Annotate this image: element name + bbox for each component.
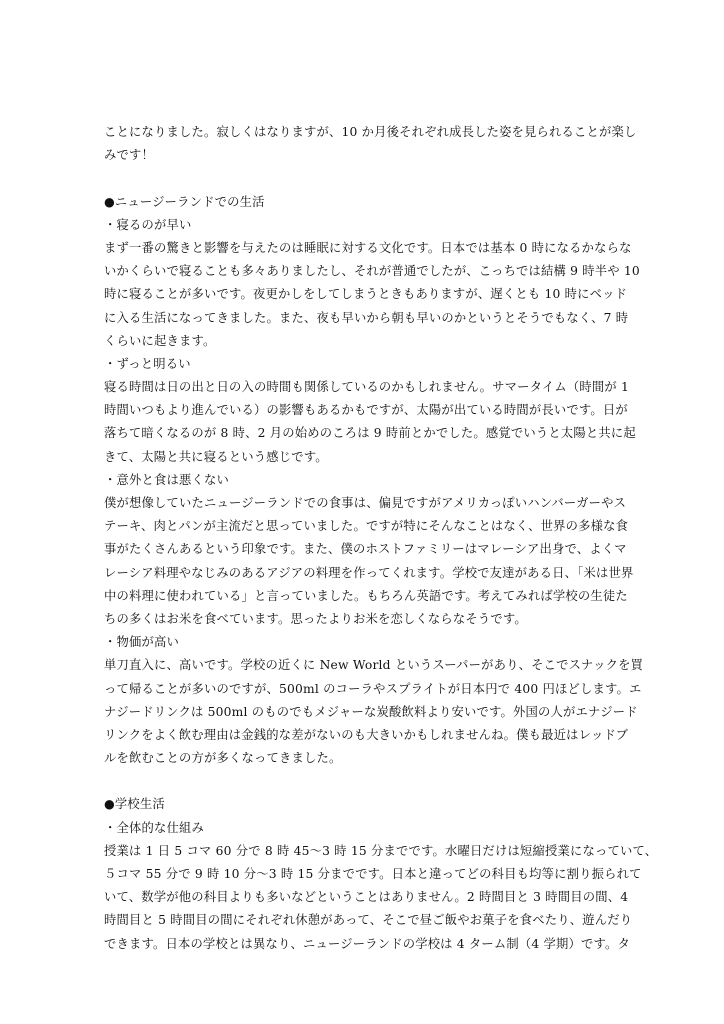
text-line: ことになりました。寂しくはなりますが、10 か月後それぞれ成長した姿を見られることが楽し <box>104 125 637 139</box>
text-line: きて、太陽と共に寝るという感じです。 <box>104 449 328 464</box>
text-line: 事がたくさんあるという印象です。また、僕のホストファミリーはマレーシア出身で、よくマ <box>104 542 627 557</box>
text-line: ルを飲むことの方が多くなってきました。 <box>104 751 342 766</box>
text-line: 僕が想像していたニュージーランドでの食事は、偏見ですがアメリカっぽいハンバーガーやス <box>104 496 627 510</box>
subheading-food: ・意外と食は悪くない <box>104 472 229 487</box>
text-line: 中の料理に使われている」と言っていました。もちろん英語です。考えてみれば学校の生徒た <box>104 588 628 603</box>
paragraph-gap <box>104 770 624 793</box>
text-line: テーキ、肉とパンが主流だと思っていました。ですが特にそんなことはなく、世界の多様な食 <box>104 519 629 534</box>
text-line: 授業は 1 日 5 コマ 60 分で 8 時 45～3 時 15 分までです。水曜日だけは短縮授業になっていて、 <box>104 843 658 858</box>
paragraph-gap <box>104 167 624 190</box>
text-line: 落ちて暗くなるのが 8 時、2 月の始めのころは 9 時前とかでした。感覚でいうと太陽と共に起 <box>104 426 636 441</box>
document-page <box>104 121 658 956</box>
text-line: みです！ <box>104 148 154 163</box>
text-line: リンクをよく飲む理由は金銭的な差がないのも大きいかもしれませんね。僕も最近はレッドブ <box>104 727 629 742</box>
text-line: 寝る時間は日の出と日の入の時間も関係しているのかもしれません。サマータイム（時間が 1 <box>104 380 629 395</box>
text-line: 時に寝ることが多いです。夜更かしをしてしまうときもありますが、遅くとも 10 時にベッド <box>104 287 628 302</box>
subheading-overall: ・全体的な仕組み <box>104 820 204 835</box>
text-line: ５コマ 55 分で 9 時 10 分～3 時 15 分までです。日本と違ってどの科目も均等に割り振られて <box>104 867 642 881</box>
text-line: くらいに起きます。 <box>104 333 216 348</box>
text-line: レーシア料理やなじみのあるアジアの料理を作ってくれます。学校で友達がある日、「米は世界 <box>104 565 634 580</box>
text-line: いかくらいで寝ることも多々ありましたし、それが普通でしたが、こっちでは結構 9 時半や 10 <box>104 264 640 279</box>
section-heading-school: ●学校生活 <box>104 797 165 812</box>
section-heading-life: ●ニュージーランドでの生活 <box>104 194 265 209</box>
text-line: って帰ることが多いのですが、500ml のコーラやスプライトが日本円で 400 円ほどします。エ <box>104 681 642 696</box>
text-line: できます。日本の学校とは異なり、ニュージーランドの学校は 4 ターム制（4 学期）です。タ <box>104 936 631 951</box>
subheading-bright: ・ずっと明るい <box>104 356 191 371</box>
text-line: に入る生活になってきました。また、夜も早いから朝も早いのかというとそうでもなく、7 時 <box>104 310 629 325</box>
text-line: ちの多くはお米を食べています。思ったよりお米を恋しくならなそうです。 <box>104 611 527 626</box>
text-line: 単刀直入に、高いです。学校の近くに New World というスーパーがあり、そこでスナックを買 <box>104 658 644 673</box>
text-line: まず一番の驚きと影響を与えたのは睡眠に対する文化です。日本では基本 0 時になるかならな <box>104 240 632 255</box>
text-line: ナジードリンクは 500ml のものでもメジャーな炭酸飲料より安いです。外国の人がエナジード <box>104 704 638 719</box>
text-line: 時間いつもより進んでいる）の影響もあるかもですが、太陽が出ている時間が長いです。日が <box>104 403 628 418</box>
subheading-prices: ・物価が高い <box>104 635 179 650</box>
text-line: 時間目と 5 時間目の間にそれぞれ休憩があって、そこで昼ご飯やお菓子を食べたり、遊んだり <box>104 913 633 928</box>
text-line: いて、数学が他の科目よりも多いなどということはありません。2 時間目と 3 時間目の間、4 <box>104 890 629 905</box>
subheading-sleep: ・寝るのが早い <box>104 217 192 232</box>
